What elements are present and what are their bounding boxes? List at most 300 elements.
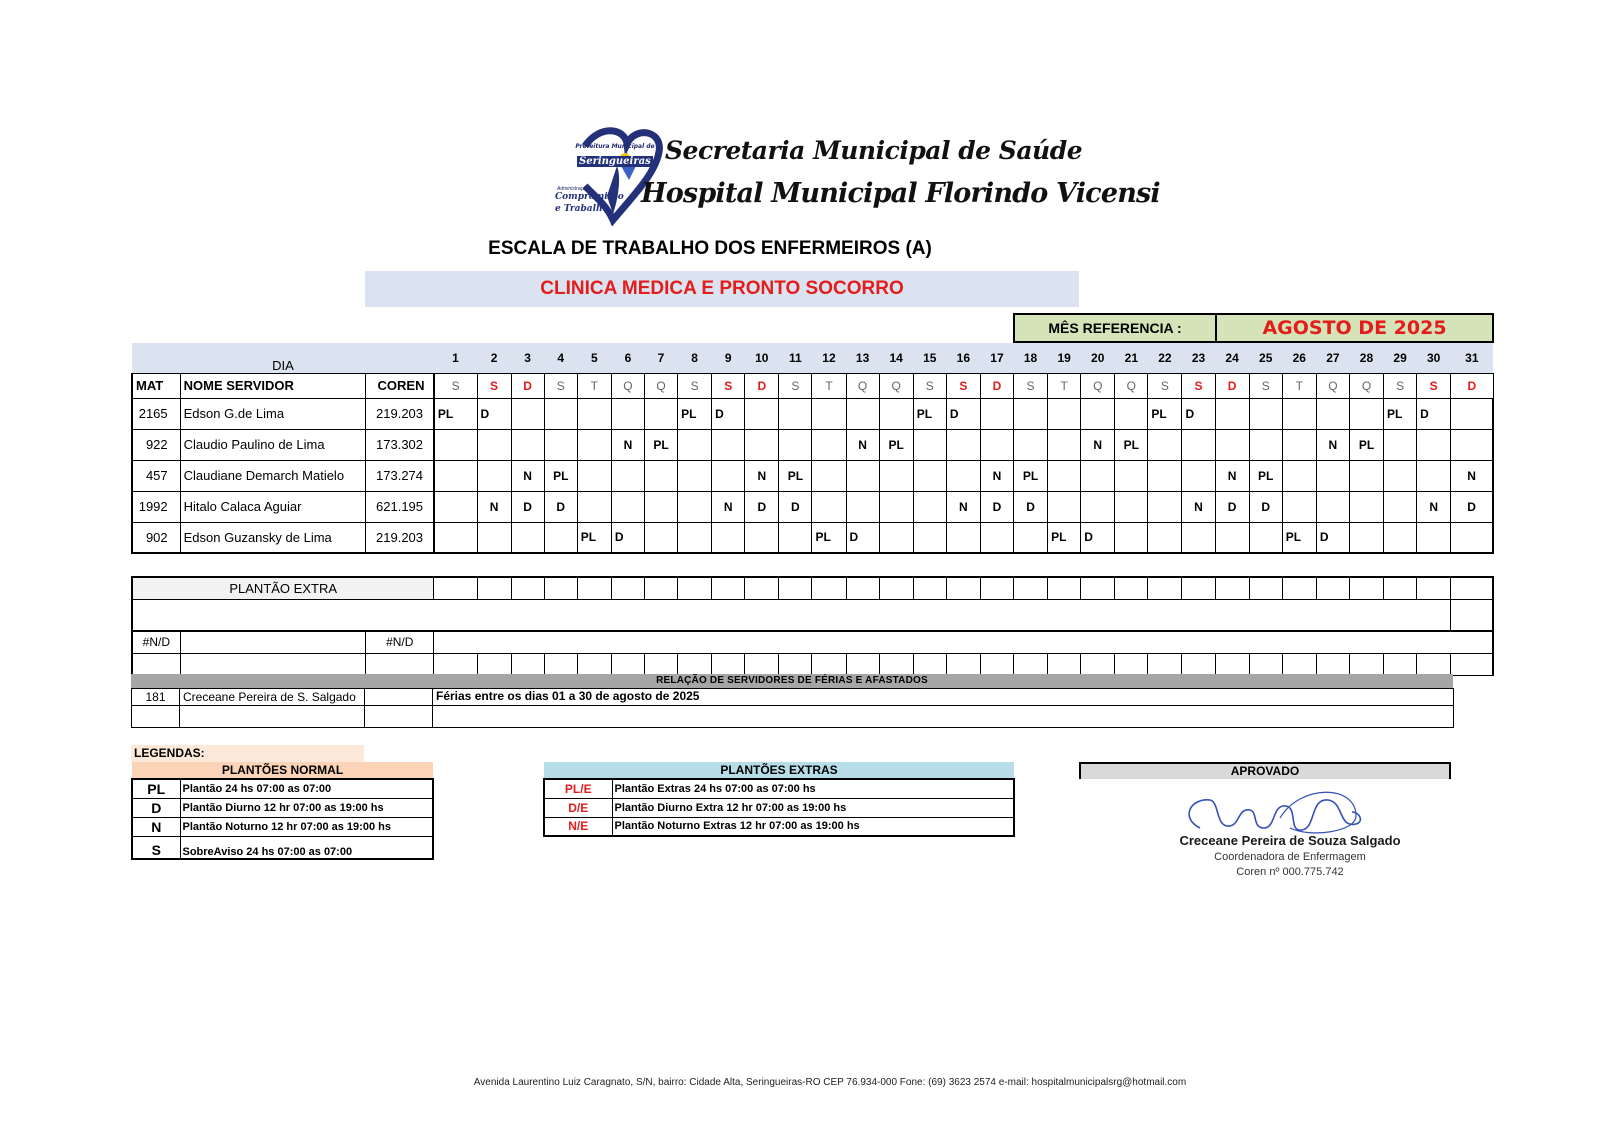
extra-day-cell bbox=[544, 577, 577, 599]
normal-legend-code: N bbox=[132, 817, 180, 836]
shift-cell bbox=[1115, 460, 1148, 491]
day-number: 9 bbox=[712, 343, 745, 373]
extra-day-cell bbox=[712, 577, 745, 599]
shift-cell: D bbox=[846, 522, 879, 553]
shift-cell bbox=[544, 398, 577, 429]
shift-cell bbox=[577, 491, 611, 522]
shift-cell bbox=[1014, 429, 1048, 460]
extra-day-cell bbox=[1349, 653, 1383, 675]
shift-cell bbox=[1451, 398, 1493, 429]
extra-day-cell bbox=[1316, 577, 1349, 599]
shift-cell: N bbox=[611, 429, 644, 460]
shift-cell bbox=[745, 522, 779, 553]
extra-day-cell bbox=[1215, 653, 1249, 675]
extra-cell bbox=[366, 653, 434, 675]
reference-month-label: MÊS REFERENCIA : bbox=[1015, 315, 1217, 341]
extra-day-cell bbox=[812, 577, 846, 599]
weekday-letter: S bbox=[678, 373, 712, 398]
weekday-letter: S bbox=[1384, 373, 1417, 398]
shift-cell: PL bbox=[812, 522, 846, 553]
extra-day-cell bbox=[1115, 577, 1148, 599]
shift-cell bbox=[1249, 429, 1282, 460]
extra-nd-days bbox=[434, 631, 1493, 653]
shift-cell bbox=[879, 398, 913, 429]
shift-cell bbox=[980, 522, 1013, 553]
shift-cell: D bbox=[611, 522, 644, 553]
normal-legend-desc: Plantão 24 hs 07:00 as 07:00 bbox=[180, 779, 433, 798]
shift-cell: PL bbox=[577, 522, 611, 553]
shift-cell bbox=[678, 460, 712, 491]
extra-day-cell bbox=[745, 577, 779, 599]
signature-block bbox=[1160, 788, 1420, 878]
extras-legend-code: PL/E bbox=[544, 779, 612, 798]
extras-legend-header: PLANTÕES EXTRAS bbox=[544, 762, 1014, 779]
extra-day-cell bbox=[678, 577, 712, 599]
shift-cell bbox=[946, 429, 980, 460]
shift-cell bbox=[434, 460, 477, 491]
employee-name: Hitalo Calaca Aguiar bbox=[180, 491, 366, 522]
extra-shift-table bbox=[131, 576, 1494, 676]
extras-legend-desc: Plantão Noturno Extras 12 hr 07:00 as 19:00 hs bbox=[612, 817, 1014, 836]
extra-day-cell bbox=[712, 653, 745, 675]
day-number: 20 bbox=[1081, 343, 1115, 373]
shift-cell bbox=[644, 522, 677, 553]
shift-cell bbox=[544, 429, 577, 460]
shift-cell bbox=[1349, 491, 1383, 522]
shift-cell bbox=[678, 491, 712, 522]
weekday-letter: S bbox=[1148, 373, 1182, 398]
vacation-empty-cell bbox=[433, 706, 1454, 728]
shift-cell: PL bbox=[1282, 522, 1316, 553]
shift-cell bbox=[1148, 491, 1182, 522]
shift-cell bbox=[1115, 398, 1148, 429]
logo-prefeitura-text: Prefeitura Municipal de bbox=[575, 143, 655, 150]
logo-trabalho-text: e Trabalho bbox=[555, 204, 609, 214]
shift-cell bbox=[434, 522, 477, 553]
day-number: 28 bbox=[1349, 343, 1383, 373]
vacation-row bbox=[132, 689, 1454, 706]
shift-cell bbox=[477, 460, 511, 491]
shift-cell bbox=[477, 429, 511, 460]
shift-cell: D bbox=[712, 398, 745, 429]
extra-day-cell bbox=[980, 577, 1013, 599]
logo-city-text: Seringueiras bbox=[579, 156, 651, 167]
employee-name: Claudio Paulino de Lima bbox=[180, 429, 366, 460]
employee-row bbox=[132, 491, 1493, 522]
shift-cell: N bbox=[1182, 491, 1215, 522]
day-number: 8 bbox=[678, 343, 712, 373]
hospital-title: Hospital Municipal Florindo Vicensi bbox=[641, 178, 1160, 209]
shift-cell: D bbox=[544, 491, 577, 522]
extra-day-cell bbox=[1215, 577, 1249, 599]
shift-cell bbox=[1014, 398, 1048, 429]
extra-day-cell bbox=[1249, 577, 1282, 599]
shift-cell: D bbox=[946, 398, 980, 429]
shift-cell bbox=[846, 398, 879, 429]
extra-day-cell bbox=[913, 577, 946, 599]
shift-cell bbox=[1115, 522, 1148, 553]
shift-cell bbox=[779, 429, 812, 460]
shift-cell: PL bbox=[879, 429, 913, 460]
shift-cell: N bbox=[712, 491, 745, 522]
extra-day-cell bbox=[1148, 577, 1182, 599]
extra-day-cell bbox=[1349, 577, 1383, 599]
approved-header: APROVADO bbox=[1079, 762, 1451, 779]
day-number: 5 bbox=[577, 343, 611, 373]
extra-day-cell bbox=[946, 577, 980, 599]
shift-cell bbox=[879, 522, 913, 553]
vacation-table bbox=[131, 688, 1454, 728]
weekday-letter: S bbox=[434, 373, 477, 398]
shift-cell bbox=[946, 522, 980, 553]
shift-cell bbox=[913, 429, 946, 460]
extra-day-cell bbox=[1014, 577, 1048, 599]
shift-cell bbox=[1282, 491, 1316, 522]
weekday-letter: D bbox=[745, 373, 779, 398]
shift-cell bbox=[1316, 398, 1349, 429]
extra-day-cell bbox=[745, 653, 779, 675]
shift-cell bbox=[1451, 522, 1493, 553]
shift-cell: PL bbox=[1349, 429, 1383, 460]
extra-day-cell bbox=[846, 577, 879, 599]
day-number: 14 bbox=[879, 343, 913, 373]
extras-legend-desc: Plantão Diurno Extra 12 hr 07:00 as 19:00 hs bbox=[612, 798, 1014, 817]
shift-cell bbox=[980, 429, 1013, 460]
weekday-letter: Q bbox=[644, 373, 677, 398]
day-number: 31 bbox=[1451, 343, 1493, 373]
extra-day-cell bbox=[477, 577, 511, 599]
day-number: 26 bbox=[1282, 343, 1316, 373]
extra-day-cell bbox=[1249, 653, 1282, 675]
employee-row bbox=[132, 522, 1493, 553]
mat-column-header: MAT bbox=[132, 373, 180, 398]
extra-blank-cell bbox=[1451, 599, 1493, 631]
extra-day-cell bbox=[1182, 577, 1215, 599]
shift-cell bbox=[1384, 522, 1417, 553]
shift-cell bbox=[812, 491, 846, 522]
approver-role: Coordenadora de Enfermagem bbox=[1214, 851, 1366, 863]
shift-cell: D bbox=[1249, 491, 1282, 522]
shift-cell bbox=[1349, 398, 1383, 429]
shift-cell bbox=[644, 491, 677, 522]
weekday-letter: S bbox=[779, 373, 812, 398]
extra-day-cell bbox=[1048, 577, 1081, 599]
shift-cell bbox=[1316, 460, 1349, 491]
shift-cell bbox=[511, 429, 544, 460]
extra-day-cell bbox=[577, 577, 611, 599]
day-number: 29 bbox=[1384, 343, 1417, 373]
shift-cell bbox=[1316, 491, 1349, 522]
extra-day-cell bbox=[477, 653, 511, 675]
extras-legend-code: N/E bbox=[544, 817, 612, 836]
legend-extras-table bbox=[543, 762, 1015, 837]
shift-cell: PL bbox=[1384, 398, 1417, 429]
weekday-letter: S bbox=[1182, 373, 1215, 398]
shift-cell: PL bbox=[913, 398, 946, 429]
weekday-letter: T bbox=[577, 373, 611, 398]
day-number: 30 bbox=[1417, 343, 1451, 373]
shift-cell bbox=[1182, 522, 1215, 553]
employee-name: Claudiane Demarch Matielo bbox=[180, 460, 366, 491]
shift-cell bbox=[1182, 460, 1215, 491]
shift-cell: PL bbox=[1115, 429, 1148, 460]
normal-legend-desc: Plantão Diurno 12 hr 07:00 as 19:00 hs bbox=[180, 798, 433, 817]
vacation-empty-cell bbox=[365, 706, 433, 728]
day-number: 10 bbox=[745, 343, 779, 373]
shift-cell: D bbox=[779, 491, 812, 522]
weekday-letter: S bbox=[1249, 373, 1282, 398]
extra-day-cell bbox=[1384, 577, 1417, 599]
shift-cell bbox=[1148, 429, 1182, 460]
shift-cell: N bbox=[511, 460, 544, 491]
day-number: 12 bbox=[812, 343, 846, 373]
extra-day-cell bbox=[1048, 653, 1081, 675]
extra-day-cell bbox=[644, 577, 677, 599]
employee-mat: 1992 bbox=[132, 491, 180, 522]
shift-cell bbox=[1384, 491, 1417, 522]
shift-cell bbox=[846, 491, 879, 522]
weekday-letter: T bbox=[1048, 373, 1081, 398]
shift-cell bbox=[745, 429, 779, 460]
shift-cell bbox=[1081, 460, 1115, 491]
employee-name: Edson Guzansky de Lima bbox=[180, 522, 366, 553]
shift-cell bbox=[1249, 398, 1282, 429]
employee-coren: 173.274 bbox=[366, 460, 434, 491]
shift-cell bbox=[1081, 398, 1115, 429]
day-number: 22 bbox=[1148, 343, 1182, 373]
reference-month-value: AGOSTO DE 2025 bbox=[1262, 317, 1447, 339]
extra-day-cell bbox=[1182, 653, 1215, 675]
shift-cell bbox=[577, 429, 611, 460]
shift-cell bbox=[779, 522, 812, 553]
extra-shift-label: PLANTÃO EXTRA bbox=[132, 577, 434, 599]
extra-day-cell bbox=[1148, 653, 1182, 675]
day-number: 7 bbox=[644, 343, 677, 373]
extra-day-cell bbox=[577, 653, 611, 675]
shift-cell bbox=[1048, 429, 1081, 460]
shift-cell: N bbox=[1417, 491, 1451, 522]
extra-day-cell bbox=[1417, 653, 1451, 675]
shift-cell bbox=[1048, 460, 1081, 491]
day-number: 17 bbox=[980, 343, 1013, 373]
shift-cell bbox=[1081, 491, 1115, 522]
weekday-letter: S bbox=[1014, 373, 1048, 398]
extra-day-cell bbox=[1451, 577, 1493, 599]
weekday-letter: S bbox=[1417, 373, 1451, 398]
shift-cell bbox=[577, 398, 611, 429]
weekday-letter: Q bbox=[1349, 373, 1383, 398]
shift-cell bbox=[434, 491, 477, 522]
extra-nd-name bbox=[180, 631, 366, 653]
extra-day-cell bbox=[1115, 653, 1148, 675]
shift-cell bbox=[678, 429, 712, 460]
day-number: 13 bbox=[846, 343, 879, 373]
shift-cell: N bbox=[1215, 460, 1249, 491]
shift-cell bbox=[644, 398, 677, 429]
normal-legend-desc: Plantão Noturno 12 hr 07:00 as 19:00 hs bbox=[180, 817, 433, 836]
shift-cell: D bbox=[1081, 522, 1115, 553]
name-column-header: NOME SERVIDOR bbox=[180, 373, 366, 398]
vacation-name: Creceane Pereira de S. Salgado bbox=[180, 689, 365, 706]
shift-cell bbox=[511, 398, 544, 429]
extra-day-cell bbox=[1316, 653, 1349, 675]
shift-cell bbox=[946, 460, 980, 491]
shift-cell bbox=[913, 460, 946, 491]
vacation-coren bbox=[365, 689, 433, 706]
extra-day-cell bbox=[611, 577, 644, 599]
shift-cell bbox=[1349, 522, 1383, 553]
shift-cell: D bbox=[1451, 491, 1493, 522]
shift-cell: PL bbox=[544, 460, 577, 491]
shift-cell bbox=[1384, 429, 1417, 460]
day-number: 16 bbox=[946, 343, 980, 373]
employee-mat: 457 bbox=[132, 460, 180, 491]
vacation-mat: 181 bbox=[132, 689, 180, 706]
shift-cell bbox=[1148, 522, 1182, 553]
shift-cell bbox=[1048, 491, 1081, 522]
coren-column-header: COREN bbox=[366, 373, 434, 398]
employee-coren: 621.195 bbox=[366, 491, 434, 522]
shift-cell: D bbox=[1316, 522, 1349, 553]
shift-cell bbox=[1417, 429, 1451, 460]
hospital-logo bbox=[555, 126, 1160, 226]
extra-day-cell bbox=[434, 577, 477, 599]
weekday-letter: S bbox=[946, 373, 980, 398]
weekday-letter: D bbox=[980, 373, 1013, 398]
extra-day-cell bbox=[611, 653, 644, 675]
shift-cell bbox=[712, 522, 745, 553]
shift-cell: D bbox=[1215, 491, 1249, 522]
extra-day-cell bbox=[644, 653, 677, 675]
extra-day-cell bbox=[1081, 577, 1115, 599]
day-number: 24 bbox=[1215, 343, 1249, 373]
shift-cell bbox=[477, 522, 511, 553]
shift-cell bbox=[511, 522, 544, 553]
shift-cell: PL bbox=[678, 398, 712, 429]
extra-day-cell bbox=[846, 653, 879, 675]
vacation-empty-cell bbox=[180, 706, 365, 728]
extra-day-cell bbox=[1081, 653, 1115, 675]
shift-cell bbox=[1215, 398, 1249, 429]
vacation-section-title: RELAÇÃO DE SERVIDORES DE FÉRIAS E AFASTADOS bbox=[131, 674, 1453, 688]
shift-cell bbox=[1282, 460, 1316, 491]
shift-cell bbox=[980, 398, 1013, 429]
shift-cell: D bbox=[477, 398, 511, 429]
extra-day-cell bbox=[779, 653, 812, 675]
reference-month-box bbox=[1013, 313, 1494, 343]
shift-cell bbox=[577, 460, 611, 491]
shift-cell: N bbox=[1316, 429, 1349, 460]
extra-day-cell bbox=[1014, 653, 1048, 675]
shift-cell bbox=[611, 491, 644, 522]
day-number: 23 bbox=[1182, 343, 1215, 373]
extra-cell bbox=[132, 653, 180, 675]
weekday-letter: Q bbox=[1316, 373, 1349, 398]
extra-day-cell bbox=[1384, 653, 1417, 675]
day-number: 2 bbox=[477, 343, 511, 373]
weekday-letter: Q bbox=[611, 373, 644, 398]
normal-legend-header: PLANTÕES NORMAL bbox=[132, 762, 433, 779]
day-number: 15 bbox=[913, 343, 946, 373]
shift-cell bbox=[879, 460, 913, 491]
shift-cell: N bbox=[946, 491, 980, 522]
day-number: 3 bbox=[511, 343, 544, 373]
shift-cell bbox=[846, 460, 879, 491]
shift-cell bbox=[913, 491, 946, 522]
extra-day-cell bbox=[779, 577, 812, 599]
shift-cell bbox=[1115, 491, 1148, 522]
extra-cell bbox=[180, 653, 366, 675]
shift-cell bbox=[544, 522, 577, 553]
logo-admin-text: Administração bbox=[557, 186, 589, 192]
day-number: 18 bbox=[1014, 343, 1048, 373]
shift-cell: N bbox=[980, 460, 1013, 491]
employee-row bbox=[132, 460, 1493, 491]
day-number: 19 bbox=[1048, 343, 1081, 373]
shift-cell bbox=[1349, 460, 1383, 491]
employee-row bbox=[132, 429, 1493, 460]
employee-mat: 2165 bbox=[132, 398, 180, 429]
page-subtitle: CLINICA MEDICA E PRONTO SOCORRO bbox=[365, 271, 1079, 307]
day-number: 6 bbox=[611, 343, 644, 373]
footer-address: Avenida Laurentino Luiz Caragnato, S/N, bairro: Cidade Alta, Seringueiras-RO CEP 76.934-000 Fone: (69) 3623 2574 e-mail: hospitalmunicipalsrg@hotmail.com bbox=[473, 1077, 1187, 1088]
employee-mat: 902 bbox=[132, 522, 180, 553]
shift-cell bbox=[678, 522, 712, 553]
shift-cell: N bbox=[1451, 460, 1493, 491]
extra-day-cell bbox=[879, 653, 913, 675]
weekday-letter: Q bbox=[846, 373, 879, 398]
extras-legend-desc: Plantão Extras 24 hs 07:00 as 07:00 hs bbox=[612, 779, 1014, 798]
approver-name: Creceane Pereira de Souza Salgado bbox=[1179, 833, 1401, 848]
shift-cell bbox=[879, 491, 913, 522]
shift-cell: PL bbox=[779, 460, 812, 491]
shift-cell bbox=[1048, 398, 1081, 429]
day-number: 4 bbox=[544, 343, 577, 373]
weekday-letter: S bbox=[477, 373, 511, 398]
shift-cell: D bbox=[511, 491, 544, 522]
employee-mat: 922 bbox=[132, 429, 180, 460]
logo-compromisso-text: Compromisso bbox=[555, 192, 624, 202]
shift-cell bbox=[1282, 398, 1316, 429]
employee-row bbox=[132, 398, 1493, 429]
extra-day-cell bbox=[946, 653, 980, 675]
employee-name: Edson G.de Lima bbox=[180, 398, 366, 429]
day-number: 11 bbox=[779, 343, 812, 373]
weekday-letter: D bbox=[1451, 373, 1493, 398]
shift-cell bbox=[1148, 460, 1182, 491]
shift-cell bbox=[812, 460, 846, 491]
shift-cell bbox=[611, 398, 644, 429]
legend-title: LEGENDAS: bbox=[131, 745, 364, 762]
extra-day-cell bbox=[812, 653, 846, 675]
shift-cell bbox=[611, 460, 644, 491]
weekday-letter: S bbox=[913, 373, 946, 398]
vacation-empty-cell bbox=[132, 706, 180, 728]
shift-cell bbox=[712, 429, 745, 460]
shift-cell: N bbox=[477, 491, 511, 522]
shift-cell: D bbox=[1182, 398, 1215, 429]
shift-cell bbox=[745, 398, 779, 429]
day-number: 21 bbox=[1115, 343, 1148, 373]
extra-day-cell bbox=[879, 577, 913, 599]
shift-cell: D bbox=[1417, 398, 1451, 429]
approver-coren: Coren nº 000.775.742 bbox=[1236, 866, 1344, 878]
employee-coren: 219.203 bbox=[366, 398, 434, 429]
shift-cell: D bbox=[980, 491, 1013, 522]
extra-day-cell bbox=[1417, 577, 1451, 599]
shift-cell bbox=[712, 460, 745, 491]
weekday-letter: D bbox=[1215, 373, 1249, 398]
